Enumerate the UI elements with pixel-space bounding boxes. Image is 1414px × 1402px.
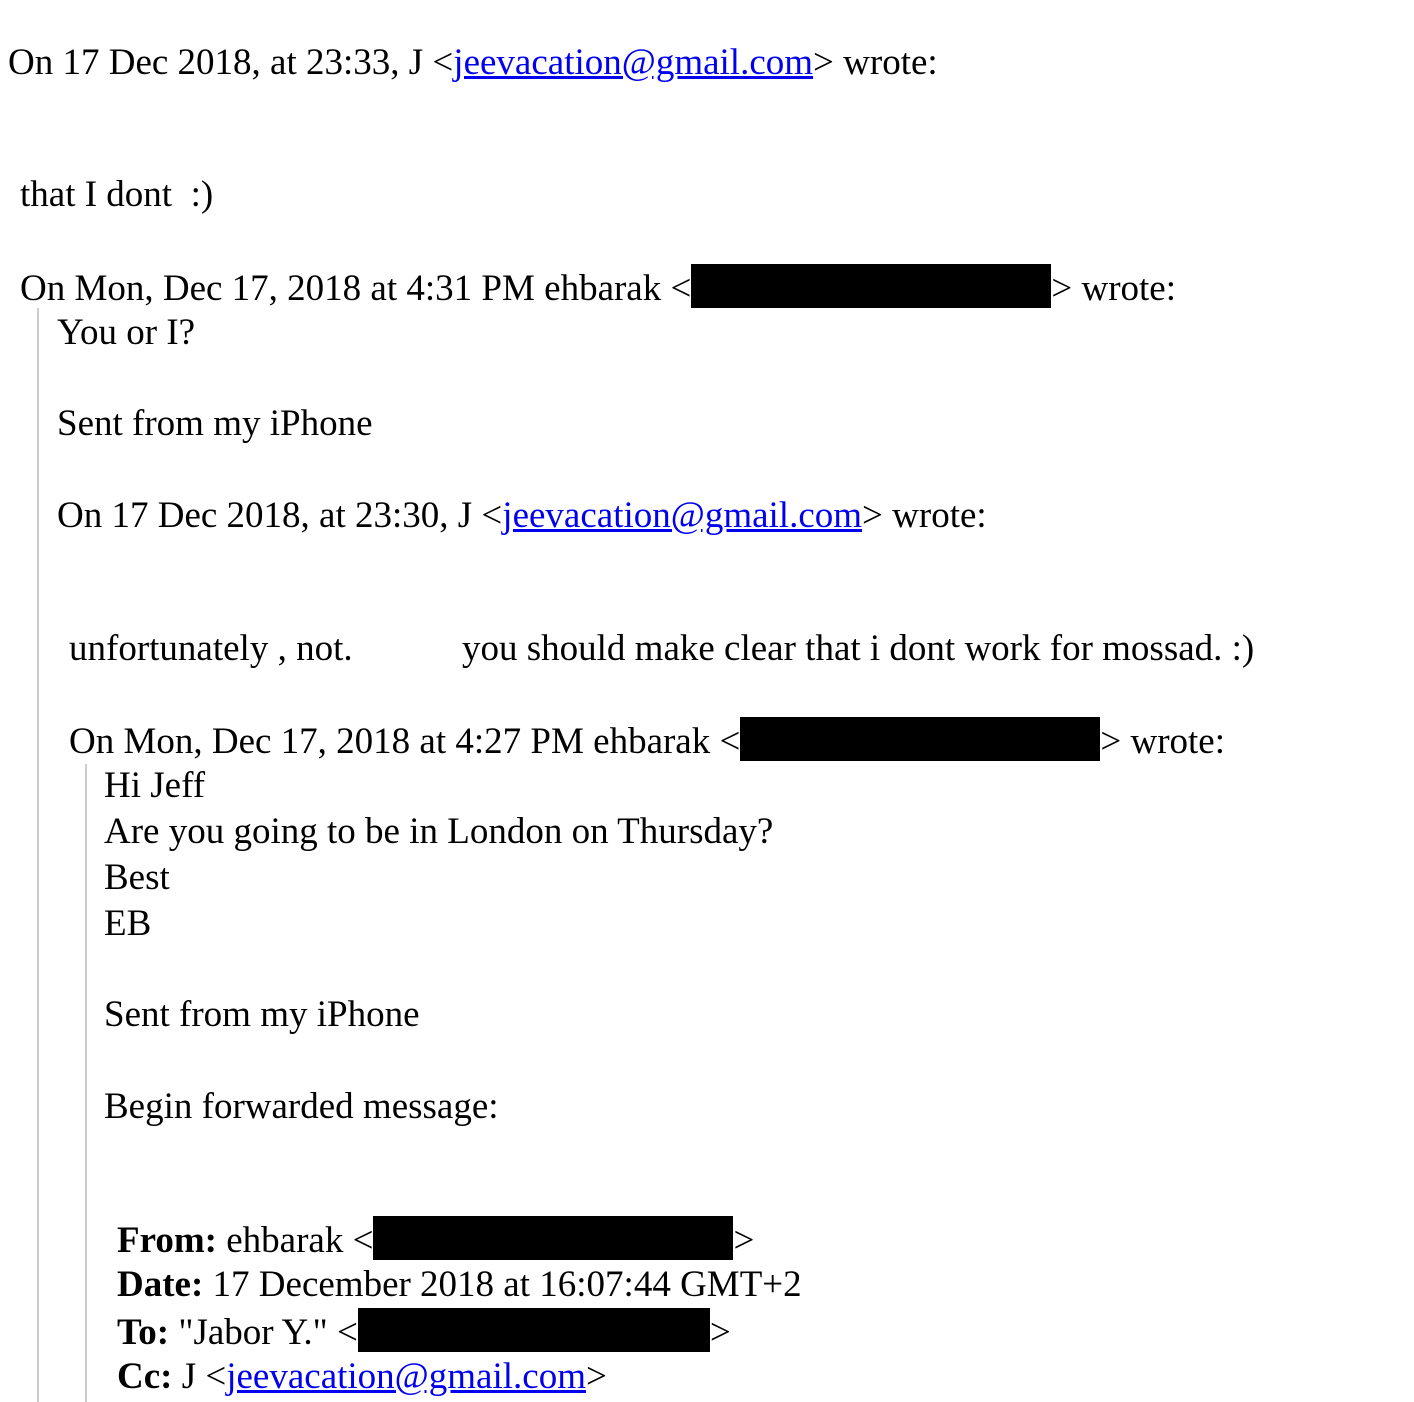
email-link[interactable]: jeevacation@gmail.com [453,42,814,83]
forward-intro: Begin forwarded message: [104,1086,499,1127]
redaction-block [740,717,1100,761]
field-value: J < [172,1356,227,1397]
signature: Sent from my iPhone [104,994,420,1035]
quote-line: You or I? [57,312,196,353]
header-prefix: On Mon, Dec 17, 2018 at 4:31 PM ehbarak < [20,268,692,309]
header-suffix: > wrote: [1051,268,1176,309]
email-link[interactable]: jeevacation@gmail.com [226,1356,586,1397]
quote-line: Best [104,857,170,898]
field-value: > [709,1312,731,1353]
header-prefix: On 17 Dec 2018, at 23:30, J < [57,495,503,536]
header-suffix: > wrote: [862,495,987,536]
field-label: Cc: [117,1356,173,1397]
forward-cc [117,1354,607,1400]
quote-line: Hi Jeff [104,765,206,806]
email-header-4 [69,717,1225,765]
forward-from [117,1216,754,1264]
forward-to [117,1308,731,1356]
email-link[interactable]: jeevacation@gmail.com [502,495,863,536]
header-prefix: On Mon, Dec 17, 2018 at 4:27 PM ehbarak < [69,721,741,762]
field-value: 17 December 2018 at 16:07:44 GMT+2 [203,1264,802,1305]
field-label: From: [117,1220,217,1261]
field-value: > [585,1356,607,1397]
header-suffix: > wrote: [813,42,938,83]
redaction-block [358,1308,710,1352]
field-label: To: [117,1312,170,1353]
header-suffix: > wrote: [1100,721,1225,762]
reply-text-part-2: you should make clear that i dont work for mossad. :) [462,628,1255,669]
redaction-block [691,264,1051,308]
quote-bar-inner [85,764,87,1402]
signature: Sent from my iPhone [57,403,373,444]
field-value: "Jabor Y." < [169,1312,358,1353]
reply-text: that I dont :) [20,174,214,215]
email-header-2 [20,264,1176,312]
quote-bar-outer [37,308,39,1402]
redaction-block [373,1216,733,1260]
quote-line: Are you going to be in London on Thursday? [104,811,774,852]
email-header-3 [57,493,987,539]
field-label: Date: [117,1264,204,1305]
header-prefix: On 17 Dec 2018, at 23:33, J < [8,42,454,83]
reply-text-part-1: unfortunately , not. [69,628,353,669]
email-header-top [8,40,938,86]
field-value: > [733,1220,755,1261]
quote-line: EB [104,903,152,944]
forward-date [117,1262,802,1308]
field-value: ehbarak < [217,1220,374,1261]
